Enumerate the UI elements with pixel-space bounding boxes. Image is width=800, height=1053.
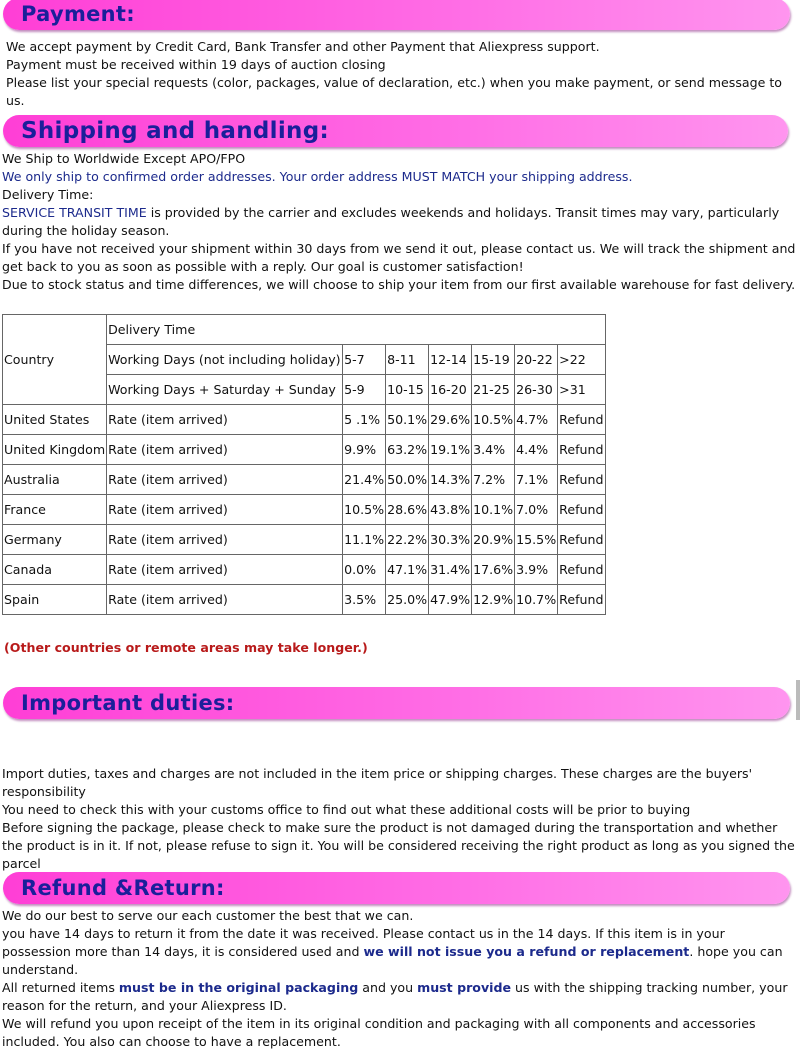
table-cell: 10.5% [472,405,515,435]
table-cell: 20-22 [515,345,558,375]
table-cell: 5-7 [343,345,386,375]
transit-time-note [2,204,796,240]
country-cell: France [3,495,107,525]
table-cell: 7.0% [515,495,558,525]
table-cell: 22.2% [386,525,429,555]
table-cell: 10-15 [386,375,429,405]
refund-line [2,979,796,1015]
table-cell: 21-25 [472,375,515,405]
table-cell: 31.4% [429,555,472,585]
delivery-time-header: Delivery Time [107,315,605,345]
duties-line: You need to check this with your customs office to find out what these additional costs will be prior to buying [2,802,691,817]
table-cell: 47.9% [429,585,472,615]
table-cell: 10.5% [343,495,386,525]
shipping-banner [3,115,788,147]
table-cell: 17.6% [472,555,515,585]
country-header: Country [3,315,107,405]
payment-line: Payment must be received within 19 days of auction closing [6,57,386,72]
refund-text [2,907,796,1051]
payment-line: We accept payment by Credit Card, Bank Transfer and other Payment that Aliexpress support. [6,39,600,54]
duties-banner [3,687,790,719]
refund-banner [3,872,790,904]
shipping-text [2,150,796,294]
table-cell: 30.3% [429,525,472,555]
other-countries-note [4,639,798,657]
scroll-edge [796,680,800,720]
table-cell: Refund [558,405,605,435]
payment-title: Payment: [21,2,135,26]
delivery-time-label: Delivery Time: [2,187,94,202]
shipping-line: If you have not received your shipment within 30 days from we send it out, please contact us. We will track the shipment and get back to you as soon as possible with a reply. Our goal is customer satisfaction! [2,241,796,274]
table-cell: 16-20 [429,375,472,405]
country-cell: United States [3,405,107,435]
table-cell: >31 [558,375,605,405]
table-cell: Refund [558,585,605,615]
shipping-line: Due to stock status and time differences, we will choose to ship your item from our first available warehouse for fast delivery. [2,277,796,292]
table-row [3,405,606,435]
country-cell: Australia [3,465,107,495]
table-cell: 50.1% [386,405,429,435]
table-cell: 3.9% [515,555,558,585]
remote-areas-note: (Other countries or remote areas may take longer.) [4,640,368,655]
payment-text [6,38,796,110]
payment-banner [3,0,790,30]
table-cell: 4.7% [515,405,558,435]
table-cell: 50.0% [386,465,429,495]
working-days-label: Working Days (not including holiday) [107,345,343,375]
table-cell: 19.1% [429,435,472,465]
table-row [3,585,606,615]
table-cell: 47.1% [386,555,429,585]
duties-line: Before signing the package, please check to make sure the product is not damaged during the transportation and whether the product is in it. If not, please refuse to sign it. You will be considered receiving the right product as long as you signed the parcel [2,820,795,871]
shipping-line: We Ship to Worldwide Except APO/FPO [2,151,246,166]
table-cell: 25.0% [386,585,429,615]
rate-label: Rate (item arrived) [107,465,343,495]
table-cell: 43.8% [429,495,472,525]
table-cell: 7.2% [472,465,515,495]
original-packaging-emphasis: must be in the original packaging [118,980,359,995]
table-row [3,495,606,525]
table-row [3,525,606,555]
table-cell: 8-11 [386,345,429,375]
table-cell: 63.2% [386,435,429,465]
table-cell: 3.4% [472,435,515,465]
table-cell: 5-9 [343,375,386,405]
rate-label: Rate (item arrived) [107,585,343,615]
transit-time-highlight: SERVICE TRANSIT TIME [2,205,147,220]
refund-text-part: . hope you can understand. [2,944,783,977]
rate-label: Rate (item arrived) [107,495,343,525]
table-cell: 12.9% [472,585,515,615]
refund-title: Refund &Return: [21,876,225,900]
rate-label: Rate (item arrived) [107,555,343,585]
rate-label: Rate (item arrived) [107,435,343,465]
duties-line: Import duties, taxes and charges are not included in the item price or shipping charges. These charges are the buyers' responsibility [2,766,753,799]
country-cell: United Kingdom [3,435,107,465]
table-cell: 20.9% [472,525,515,555]
table-cell: 0.0% [343,555,386,585]
table-cell: 11.1% [343,525,386,555]
saturday-days-label: Working Days + Saturday + Sunday [107,375,343,405]
table-cell: >22 [558,345,605,375]
duties-text [2,765,796,873]
payment-line: Please list your special requests (color, packages, value of declaration, etc.) when you make payment, or send message to us. [6,75,782,108]
table-cell: Refund [558,465,605,495]
refund-line: We will refund you upon receipt of the item in its original condition and packaging with all components and accessories included. You also can choose to have a replacement. [2,1016,756,1049]
table-cell: Refund [558,555,605,585]
country-cell: Spain [3,585,107,615]
shipping-title: Shipping and handling: [21,118,329,144]
must-provide-emphasis: must provide [417,980,512,995]
table-cell: 28.6% [386,495,429,525]
table-cell: 15.5% [515,525,558,555]
table-cell: 21.4% [343,465,386,495]
table-cell: 7.1% [515,465,558,495]
table-cell: 29.6% [429,405,472,435]
table-row [3,435,606,465]
refund-text-part: us with the shipping tracking number, your reason for the return, and your Aliexpress ID. [2,980,788,1013]
table-cell: 26-30 [515,375,558,405]
country-cell: Germany [3,525,107,555]
table-row [3,555,606,585]
refund-line: We do our best to serve our each customer the best that we can. [2,908,414,923]
table-cell: 10.1% [472,495,515,525]
country-cell: Canada [3,555,107,585]
duties-title: Important duties: [21,691,235,715]
table-cell: 3.5% [343,585,386,615]
no-refund-emphasis: we will not issue you a refund or replacement [363,944,690,959]
table-row [3,465,606,495]
table-cell: 15-19 [472,345,515,375]
rate-label: Rate (item arrived) [107,525,343,555]
table-cell: Refund [558,435,605,465]
rate-label: Rate (item arrived) [107,405,343,435]
transit-time-rest: is provided by the carrier and excludes weekends and holidays. Transit times may vary, particularly during the holiday season. [2,205,780,238]
refund-text-part: and you [358,980,418,995]
table-cell: 14.3% [429,465,472,495]
table-cell: Refund [558,525,605,555]
shipping-address-notice: We only ship to confirmed order addresses. Your order address MUST MATCH your shipping address. [2,169,633,184]
table-cell: 4.4% [515,435,558,465]
refund-line [2,925,796,979]
delivery-table [2,314,606,615]
table-cell: 9.9% [343,435,386,465]
table-cell: Refund [558,495,605,525]
refund-text-part: you have 14 days to return it from the date it was received. Please contact us in the 14 days. If this item is in your possession more than 14 days, it is considered used and [2,926,725,959]
table-cell: 10.7% [515,585,558,615]
table-cell: 12-14 [429,345,472,375]
refund-text-part: All returned items [2,980,119,995]
table-cell: 5 .1% [343,405,386,435]
